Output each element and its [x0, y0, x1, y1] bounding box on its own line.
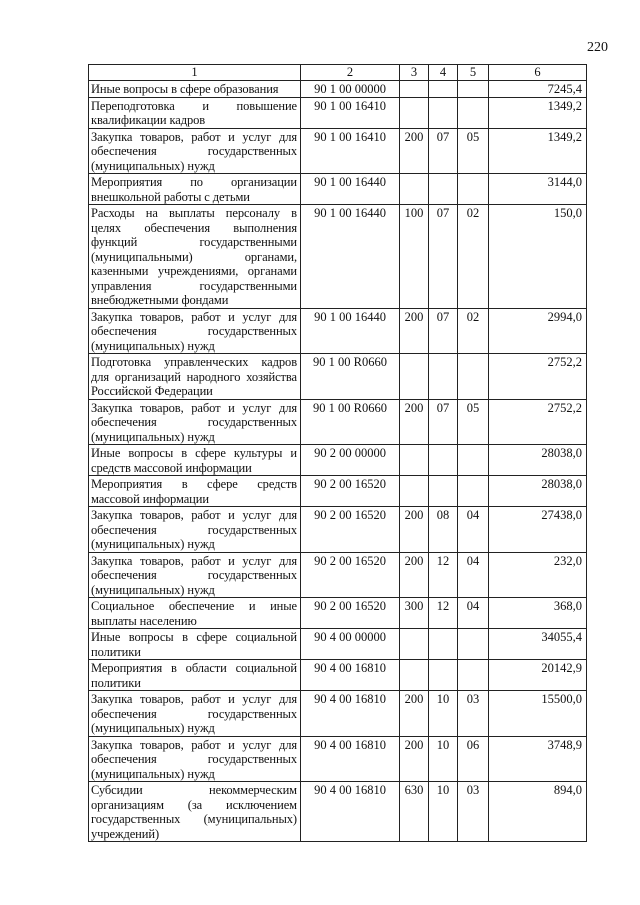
row-expense-type-cell [400, 97, 429, 128]
row-amount-cell: 28038,0 [489, 445, 587, 476]
row-amount-cell: 2752,2 [489, 354, 587, 400]
row-expense-type-cell [400, 476, 429, 507]
row-code-cell: 90 4 00 16810 [301, 660, 400, 691]
row-expense-type-cell: 200 [400, 552, 429, 598]
row-subsection-cell: 04 [458, 507, 489, 553]
row-subsection-cell [458, 354, 489, 400]
table-row [89, 308, 587, 354]
row-name-cell: Мероприятия в области социальной политики [89, 660, 301, 691]
row-name-cell: Закупка товаров, работ и услуг для обеспечения государственных (муниципальных) нужд [89, 691, 301, 737]
row-amount-cell: 894,0 [489, 782, 587, 842]
row-subsection-cell: 03 [458, 782, 489, 842]
row-subsection-cell [458, 629, 489, 660]
row-subsection-cell: 05 [458, 399, 489, 445]
table-row [89, 629, 587, 660]
header-col-5: 5 [458, 65, 489, 81]
table-row [89, 782, 587, 842]
header-col-2: 2 [301, 65, 400, 81]
row-name-cell: Закупка товаров, работ и услуг для обеспечения государственных (муниципальных) нужд [89, 308, 301, 354]
row-name-cell: Субсидии некоммерческим организациям (за исключением государственных (муниципальных) учреждений) [89, 782, 301, 842]
row-code-cell: 90 1 00 16440 [301, 174, 400, 205]
row-expense-type-cell: 300 [400, 598, 429, 629]
row-amount-cell: 27438,0 [489, 507, 587, 553]
row-amount-cell: 368,0 [489, 598, 587, 629]
row-amount-cell: 20142,9 [489, 660, 587, 691]
row-name-cell: Закупка товаров, работ и услуг для обеспечения государственных (муниципальных) нужд [89, 399, 301, 445]
row-section-cell: 10 [429, 736, 458, 782]
header-col-1: 1 [89, 65, 301, 81]
table-row [89, 354, 587, 400]
row-subsection-cell [458, 660, 489, 691]
row-section-cell: 10 [429, 691, 458, 737]
row-section-cell: 12 [429, 598, 458, 629]
row-amount-cell: 34055,4 [489, 629, 587, 660]
row-code-cell: 90 4 00 16810 [301, 691, 400, 737]
row-name-cell: Закупка товаров, работ и услуг для обеспечения государственных (муниципальных) нужд [89, 736, 301, 782]
row-subsection-cell: 02 [458, 205, 489, 309]
table-row [89, 81, 587, 98]
table-row [89, 660, 587, 691]
row-name-cell: Мероприятия по организации внешкольной работы с детьми [89, 174, 301, 205]
row-name-cell: Расходы на выплаты персоналу в целях обеспечения выполнения функций государственными (муниципальными) органами, казенными учреждениями, органами управления государственными внебюджетными фондами [89, 205, 301, 309]
row-section-cell [429, 354, 458, 400]
row-expense-type-cell [400, 81, 429, 98]
row-expense-type-cell: 200 [400, 736, 429, 782]
row-amount-cell: 1349,2 [489, 97, 587, 128]
table-row [89, 552, 587, 598]
row-amount-cell: 2994,0 [489, 308, 587, 354]
row-section-cell [429, 476, 458, 507]
row-name-cell: Закупка товаров, работ и услуг для обеспечения государственных (муниципальных) нужд [89, 552, 301, 598]
row-section-cell [429, 445, 458, 476]
header-col-4: 4 [429, 65, 458, 81]
row-section-cell: 08 [429, 507, 458, 553]
row-amount-cell: 150,0 [489, 205, 587, 309]
row-code-cell: 90 1 00 16410 [301, 128, 400, 174]
row-amount-cell: 2752,2 [489, 399, 587, 445]
table-row [89, 128, 587, 174]
row-subsection-cell: 06 [458, 736, 489, 782]
header-col-6: 6 [489, 65, 587, 81]
row-section-cell: 07 [429, 205, 458, 309]
row-expense-type-cell [400, 174, 429, 205]
row-section-cell: 07 [429, 308, 458, 354]
row-subsection-cell [458, 97, 489, 128]
row-code-cell: 90 4 00 00000 [301, 629, 400, 660]
row-expense-type-cell: 200 [400, 507, 429, 553]
row-expense-type-cell: 200 [400, 691, 429, 737]
table-row [89, 598, 587, 629]
table-row [89, 691, 587, 737]
row-section-cell [429, 629, 458, 660]
row-amount-cell: 232,0 [489, 552, 587, 598]
row-code-cell: 90 1 00 16440 [301, 308, 400, 354]
row-code-cell: 90 1 00 R0660 [301, 399, 400, 445]
row-expense-type-cell: 630 [400, 782, 429, 842]
table-row [89, 736, 587, 782]
row-name-cell: Переподготовка и повышение квалификации кадров [89, 97, 301, 128]
row-code-cell: 90 1 00 16440 [301, 205, 400, 309]
row-subsection-cell [458, 81, 489, 98]
row-code-cell: 90 1 00 16410 [301, 97, 400, 128]
row-code-cell: 90 2 00 16520 [301, 552, 400, 598]
row-name-cell: Закупка товаров, работ и услуг для обеспечения государственных (муниципальных) нужд [89, 128, 301, 174]
budget-table [88, 64, 587, 842]
row-expense-type-cell [400, 660, 429, 691]
row-section-cell: 07 [429, 399, 458, 445]
table-row [89, 445, 587, 476]
row-name-cell: Закупка товаров, работ и услуг для обеспечения государственных (муниципальных) нужд [89, 507, 301, 553]
header-col-3: 3 [400, 65, 429, 81]
row-subsection-cell [458, 445, 489, 476]
row-subsection-cell: 03 [458, 691, 489, 737]
row-expense-type-cell: 200 [400, 399, 429, 445]
row-subsection-cell: 02 [458, 308, 489, 354]
table-header-row [89, 65, 587, 81]
row-amount-cell: 15500,0 [489, 691, 587, 737]
row-name-cell: Социальное обеспечение и иные выплаты населению [89, 598, 301, 629]
row-code-cell: 90 1 00 00000 [301, 81, 400, 98]
row-subsection-cell: 04 [458, 598, 489, 629]
row-section-cell: 07 [429, 128, 458, 174]
row-amount-cell: 3144,0 [489, 174, 587, 205]
table-row [89, 507, 587, 553]
row-expense-type-cell: 200 [400, 128, 429, 174]
row-subsection-cell: 04 [458, 552, 489, 598]
table-row [89, 97, 587, 128]
row-subsection-cell [458, 476, 489, 507]
row-subsection-cell [458, 174, 489, 205]
row-amount-cell: 28038,0 [489, 476, 587, 507]
row-name-cell: Иные вопросы в сфере образования [89, 81, 301, 98]
row-amount-cell: 1349,2 [489, 128, 587, 174]
table-row [89, 205, 587, 309]
row-code-cell: 90 2 00 16520 [301, 598, 400, 629]
row-expense-type-cell [400, 354, 429, 400]
table-row [89, 174, 587, 205]
row-section-cell [429, 174, 458, 205]
row-name-cell: Подготовка управленческих кадров для организаций народного хозяйства Российской Федерации [89, 354, 301, 400]
row-expense-type-cell: 100 [400, 205, 429, 309]
row-code-cell: 90 1 00 R0660 [301, 354, 400, 400]
row-code-cell: 90 2 00 00000 [301, 445, 400, 476]
row-section-cell [429, 81, 458, 98]
row-section-cell: 10 [429, 782, 458, 842]
table-row [89, 476, 587, 507]
row-amount-cell: 7245,4 [489, 81, 587, 98]
row-expense-type-cell [400, 629, 429, 660]
row-expense-type-cell [400, 445, 429, 476]
row-code-cell: 90 2 00 16520 [301, 476, 400, 507]
row-section-cell [429, 97, 458, 128]
row-amount-cell: 3748,9 [489, 736, 587, 782]
table-row [89, 399, 587, 445]
row-code-cell: 90 4 00 16810 [301, 736, 400, 782]
page-number: 220 [587, 40, 608, 55]
row-name-cell: Мероприятия в сфере средств массовой информации [89, 476, 301, 507]
row-code-cell: 90 2 00 16520 [301, 507, 400, 553]
table-body [89, 81, 587, 842]
row-code-cell: 90 4 00 16810 [301, 782, 400, 842]
row-name-cell: Иные вопросы в сфере культуры и средств массовой информации [89, 445, 301, 476]
row-expense-type-cell: 200 [400, 308, 429, 354]
row-subsection-cell: 05 [458, 128, 489, 174]
row-section-cell: 12 [429, 552, 458, 598]
row-section-cell [429, 660, 458, 691]
row-name-cell: Иные вопросы в сфере социальной политики [89, 629, 301, 660]
